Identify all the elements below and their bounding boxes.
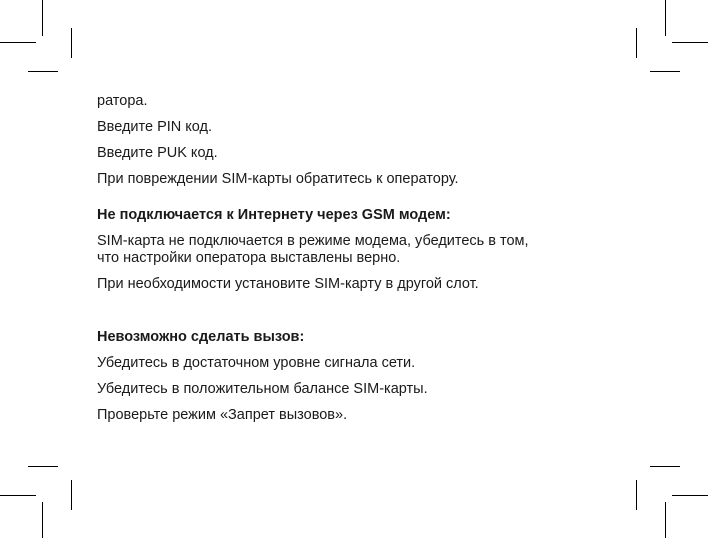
text-line: Проверьте режим «Запрет вызовов». [97,407,348,423]
crop-mark [636,28,637,58]
crop-mark [42,502,43,538]
section-call [97,329,617,424]
text-line: При повреждении SIM-карты обратитесь к оператору. [97,171,459,187]
section-heading: Не подключается к Интернету через GSM модем: [97,207,451,223]
crop-mark [665,0,666,36]
section-internet [97,207,617,293]
crop-mark [672,495,708,496]
section-heading: Невозможно сделать вызов: [97,329,305,345]
crop-mark [650,466,680,467]
text-line: ратора. [97,93,148,109]
crop-mark [672,42,708,43]
crop-mark [665,502,666,538]
crop-mark [28,466,58,467]
document-body [97,93,617,424]
text-line: При необходимости установите SIM-карту в другой слот. [97,276,479,292]
crop-mark [42,0,43,36]
text-line: что настройки оператора выставлены верно. [97,250,401,266]
crop-mark [0,495,36,496]
crop-mark [650,71,680,72]
text-line: Введите PIN код. [97,119,213,135]
text-line: Убедитесь в положительном балансе SIM-карты. [97,381,428,397]
crop-mark [28,71,58,72]
crop-mark [71,28,72,58]
crop-mark [71,480,72,510]
text-line: SIM-карта не подключается в режиме модема, убедитесь в том, [97,233,529,249]
crop-mark [636,480,637,510]
text-line: Введите PUK код. [97,145,218,161]
text-line: Убедитесь в достаточном уровне сигнала сети. [97,355,416,371]
crop-mark [0,42,36,43]
